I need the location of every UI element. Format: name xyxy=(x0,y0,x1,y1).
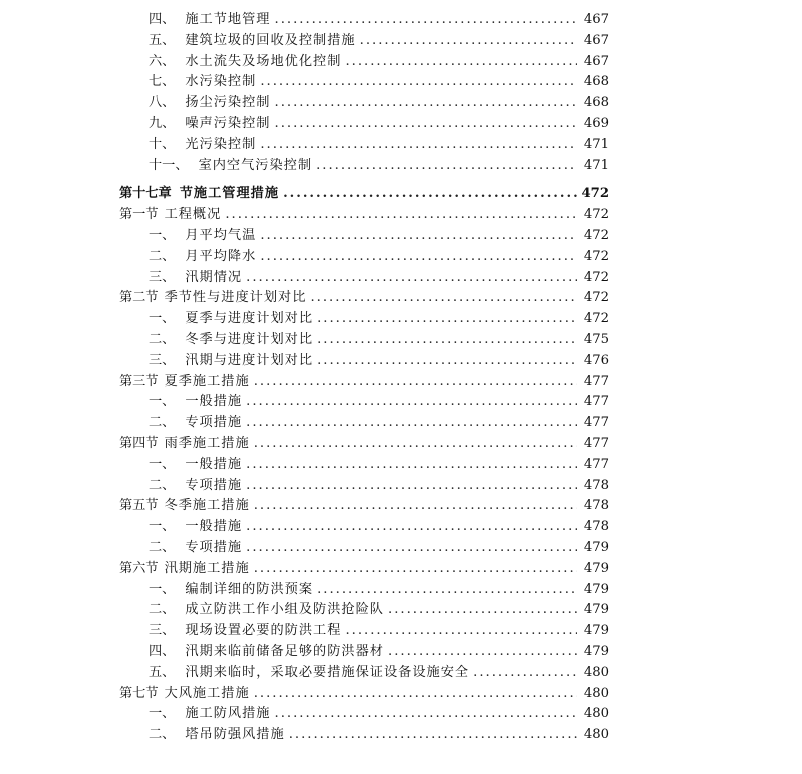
toc-entry-number: 二、 xyxy=(149,477,176,493)
toc-entry-number: 四、 xyxy=(149,643,176,659)
toc-entry-title: 季节性与进度计划对比 xyxy=(164,290,307,306)
toc-section-entry[interactable] xyxy=(0,559,802,580)
toc-entry-number: 五、 xyxy=(149,32,176,48)
toc-page-number: 471 xyxy=(583,157,609,173)
toc-leader-dots xyxy=(317,330,577,351)
toc-subsection-entry[interactable] xyxy=(0,93,802,114)
toc-entry-title: 光污染控制 xyxy=(185,136,257,152)
toc-page-number: 472 xyxy=(583,269,609,285)
toc-page-number: 472 xyxy=(583,248,609,264)
toc-leader-dots xyxy=(246,413,577,434)
toc-section-entry[interactable] xyxy=(0,496,802,517)
toc-page-number: 477 xyxy=(583,373,609,389)
toc-leader-dots xyxy=(275,93,578,114)
toc-entry-number: 三、 xyxy=(149,269,176,285)
toc-entry-number: 一、 xyxy=(149,311,176,327)
toc-leader-dots xyxy=(260,135,577,156)
toc-entry-number: 第五节 xyxy=(119,498,159,514)
toc-subsection-entry[interactable] xyxy=(0,455,802,476)
toc-page-number: 477 xyxy=(583,394,609,410)
toc-subsection-entry[interactable] xyxy=(0,413,802,434)
toc-page-number: 472 xyxy=(583,311,609,327)
toc-entry-title: 夏季与进度计划对比 xyxy=(185,311,314,327)
toc-entry-title: 汛期来临时，采取必要措施保证设备设施安全 xyxy=(185,664,470,680)
toc-page-number: 480 xyxy=(583,706,609,722)
toc-entry-number: 二、 xyxy=(149,602,176,618)
toc-entry-number: 第三节 xyxy=(119,373,159,389)
toc-subsection-entry[interactable] xyxy=(0,31,802,52)
toc-subsection-entry[interactable] xyxy=(0,247,802,268)
toc-page-number: 467 xyxy=(583,32,609,48)
toc-leader-dots xyxy=(316,156,577,177)
toc-subsection-entry[interactable] xyxy=(0,10,802,31)
toc-entry-number: 一、 xyxy=(149,581,176,597)
toc-leader-dots xyxy=(345,621,577,642)
toc-leader-dots xyxy=(254,559,577,580)
toc-entry-title: 施工防风措施 xyxy=(185,706,271,722)
toc-entry-number: 三、 xyxy=(149,352,176,368)
toc-subsection-entry[interactable] xyxy=(0,476,802,497)
toc-entry-title: 月平均降水 xyxy=(185,248,257,264)
toc-subsection-entry[interactable] xyxy=(0,663,802,684)
toc-entry-title: 汛期来临前储备足够的防洪器材 xyxy=(185,643,384,659)
toc-entry-number: 二、 xyxy=(149,331,176,347)
toc-leader-dots xyxy=(360,31,577,52)
toc-page-number: 479 xyxy=(583,560,609,576)
toc-entry-title: 汛期与进度计划对比 xyxy=(185,352,314,368)
toc-leader-dots xyxy=(254,434,577,455)
toc-section-entry[interactable] xyxy=(0,288,802,309)
toc-leader-dots xyxy=(275,114,578,135)
toc-leader-dots xyxy=(388,642,577,663)
toc-page-number: 467 xyxy=(583,12,609,27)
toc-leader-dots xyxy=(317,580,577,601)
toc-leader-dots xyxy=(246,392,577,413)
toc-leader-dots xyxy=(317,351,577,372)
toc-entry-number: 三、 xyxy=(149,623,176,639)
toc-subsection-entry[interactable] xyxy=(0,600,802,621)
toc-entry-title: 汛期情况 xyxy=(185,269,243,285)
toc-entry-number: 二、 xyxy=(149,727,176,743)
toc-leader-dots xyxy=(310,288,577,309)
toc-subsection-entry[interactable] xyxy=(0,268,802,289)
toc-leader-dots xyxy=(254,496,577,517)
toc-subsection-entry[interactable] xyxy=(0,72,802,93)
toc-page-number: 472 xyxy=(583,227,609,243)
toc-page-number: 479 xyxy=(583,643,609,659)
toc-page-number: 479 xyxy=(583,539,609,555)
toc-entry-title: 月平均气温 xyxy=(185,227,257,243)
toc-entry-title: 水土流失及场地优化控制 xyxy=(185,53,342,69)
toc-page-number: 468 xyxy=(583,74,609,90)
toc-leader-dots xyxy=(260,247,577,268)
toc-entry-number: 第一节 xyxy=(119,207,159,223)
toc-entry-number: 二、 xyxy=(149,248,176,264)
toc-entry-title: 节施工管理措施 xyxy=(179,186,280,202)
toc-entry-number: 第六节 xyxy=(119,560,159,576)
toc-subsection-entry[interactable] xyxy=(0,517,802,538)
toc-entry-title: 水污染控制 xyxy=(185,74,257,90)
toc-entry-number: 十一、 xyxy=(149,157,189,173)
toc-entry-number: 十、 xyxy=(149,136,176,152)
toc-entry-number: 九、 xyxy=(149,115,176,131)
toc-entry-number: 第十七章 xyxy=(119,186,172,202)
toc-subsection-entry[interactable] xyxy=(0,392,802,413)
toc-page-number: 478 xyxy=(583,519,609,535)
toc-leader-dots xyxy=(254,684,577,705)
toc-leader-dots xyxy=(275,704,578,725)
toc-leader-dots xyxy=(283,184,577,205)
toc-entry-title: 现场设置必要的防洪工程 xyxy=(185,623,342,639)
toc-entry-title: 雨季施工措施 xyxy=(164,435,250,451)
toc-page-number: 480 xyxy=(583,685,609,701)
toc-subsection-entry[interactable] xyxy=(0,621,802,642)
toc-entry-title: 一般措施 xyxy=(185,456,243,472)
toc-page-number: 468 xyxy=(583,95,609,111)
toc-subsection-entry[interactable] xyxy=(0,52,802,73)
toc-entry-number: 第七节 xyxy=(119,685,159,701)
toc-subsection-entry[interactable] xyxy=(0,156,802,177)
table-of-contents xyxy=(0,10,802,746)
toc-entry-title: 室内空气污染控制 xyxy=(198,157,313,173)
toc-leader-dots xyxy=(345,52,577,73)
toc-entry-title: 编制详细的防洪预案 xyxy=(185,581,314,597)
toc-entry-title: 建筑垃圾的回收及控制措施 xyxy=(185,32,356,48)
toc-section-entry[interactable] xyxy=(0,372,802,393)
toc-page-number: 480 xyxy=(583,664,609,680)
toc-leader-dots xyxy=(260,226,577,247)
toc-leader-dots xyxy=(473,663,577,684)
toc-subsection-entry[interactable] xyxy=(0,725,802,746)
toc-entry-number: 八、 xyxy=(149,95,176,111)
toc-page-number: 477 xyxy=(583,435,609,451)
toc-entry-number: 一、 xyxy=(149,227,176,243)
toc-entry-number: 二、 xyxy=(149,539,176,555)
toc-chapter-entry[interactable] xyxy=(0,184,802,205)
toc-entry-number: 一、 xyxy=(149,456,176,472)
toc-entry-title: 夏季施工措施 xyxy=(164,373,250,389)
toc-entry-number: 四、 xyxy=(149,12,176,27)
toc-page-number: 477 xyxy=(583,415,609,431)
toc-entry-title: 施工节地管理 xyxy=(185,12,271,27)
toc-entry-title: 汛期施工措施 xyxy=(164,560,250,576)
toc-leader-dots xyxy=(246,455,577,476)
toc-subsection-entry[interactable] xyxy=(0,642,802,663)
toc-page-number: 467 xyxy=(583,53,609,69)
toc-page-number: 469 xyxy=(583,115,609,131)
toc-entry-number: 第四节 xyxy=(119,435,159,451)
toc-entry-title: 大风施工措施 xyxy=(164,685,250,701)
toc-page-number: 472 xyxy=(583,290,609,306)
toc-entry-title: 冬季与进度计划对比 xyxy=(185,331,314,347)
toc-entry-number: 七、 xyxy=(149,74,176,90)
toc-leader-dots xyxy=(260,72,577,93)
toc-subsection-entry[interactable] xyxy=(0,135,802,156)
toc-section-entry[interactable] xyxy=(0,684,802,705)
toc-entry-title: 专项措施 xyxy=(185,415,243,431)
toc-subsection-entry[interactable] xyxy=(0,538,802,559)
toc-leader-dots xyxy=(388,600,577,621)
toc-entry-number: 一、 xyxy=(149,706,176,722)
toc-subsection-entry[interactable] xyxy=(0,704,802,725)
toc-entry-title: 成立防洪工作小组及防洪抢险队 xyxy=(185,602,384,618)
toc-entry-title: 冬季施工措施 xyxy=(164,498,250,514)
toc-entry-title: 一般措施 xyxy=(185,519,243,535)
toc-entry-title: 专项措施 xyxy=(185,477,243,493)
toc-leader-dots xyxy=(289,725,577,746)
toc-entry-title: 扬尘污染控制 xyxy=(185,95,271,111)
toc-subsection-entry[interactable] xyxy=(0,226,802,247)
toc-page-number: 478 xyxy=(583,498,609,514)
toc-entry-number: 六、 xyxy=(149,53,176,69)
toc-leader-dots xyxy=(246,517,577,538)
toc-page-number: 479 xyxy=(583,623,609,639)
toc-subsection-entry[interactable] xyxy=(0,114,802,135)
toc-page-number: 476 xyxy=(583,352,609,368)
toc-entry-title: 噪声污染控制 xyxy=(185,115,271,131)
toc-leader-dots xyxy=(225,205,577,226)
toc-entry-number: 一、 xyxy=(149,394,176,410)
toc-entry-title: 一般措施 xyxy=(185,394,243,410)
toc-leader-dots xyxy=(317,309,577,330)
toc-section-entry[interactable] xyxy=(0,434,802,455)
toc-entry-title: 工程概况 xyxy=(164,207,222,223)
toc-entry-number: 二、 xyxy=(149,415,176,431)
toc-page-number: 479 xyxy=(583,602,609,618)
toc-subsection-entry[interactable] xyxy=(0,330,802,351)
toc-section-entry[interactable] xyxy=(0,205,802,226)
toc-page-number: 471 xyxy=(583,136,609,152)
toc-page-number: 472 xyxy=(581,186,609,202)
toc-page-number: 478 xyxy=(583,477,609,493)
toc-leader-dots xyxy=(246,538,577,559)
toc-entry-number: 五、 xyxy=(149,664,176,680)
toc-leader-dots xyxy=(246,476,577,497)
toc-page-number: 480 xyxy=(583,727,609,743)
toc-subsection-entry[interactable] xyxy=(0,580,802,601)
toc-page-number: 477 xyxy=(583,456,609,472)
toc-page-number: 475 xyxy=(583,331,609,347)
toc-entry-title: 塔吊防强风措施 xyxy=(185,727,285,743)
toc-page-number: 472 xyxy=(583,207,609,223)
toc-leader-dots xyxy=(275,10,578,31)
toc-entry-title: 专项措施 xyxy=(185,539,243,555)
toc-entry-number: 一、 xyxy=(149,519,176,535)
toc-subsection-entry[interactable] xyxy=(0,309,802,330)
toc-entry-number: 第二节 xyxy=(119,290,159,306)
toc-subsection-entry[interactable] xyxy=(0,351,802,372)
toc-leader-dots xyxy=(246,268,577,289)
toc-leader-dots xyxy=(254,372,577,393)
toc-page-number: 479 xyxy=(583,581,609,597)
